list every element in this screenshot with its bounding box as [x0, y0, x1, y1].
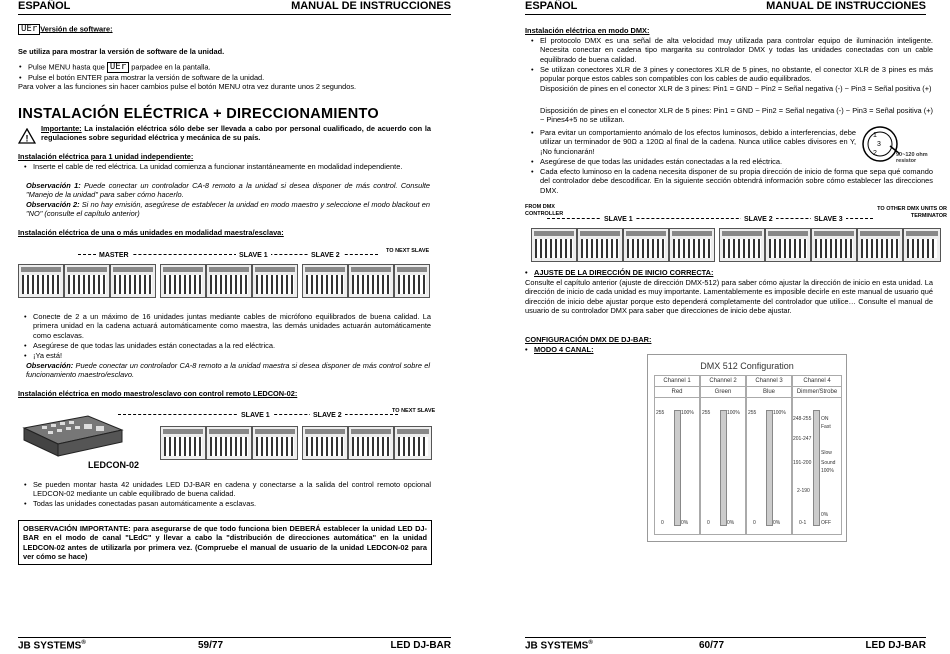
header-manual-title: MANUAL DE INSTRUCCIONES: [291, 0, 451, 12]
led-bar-unit: [110, 264, 156, 298]
lcd-display-icon: UEr: [107, 62, 129, 73]
dmx-bullet-5: • Cada efecto luminoso en la cadena necesita disponer de su propia dirección de inicio de forma que sepa qué comando del controlador debe descodificar. En la siguiente sección obtendrá información sobre cómo establecer las direcciones DMX.: [540, 167, 933, 195]
led-bar-unit: [765, 228, 811, 262]
xlr-terminator-diagram: [860, 124, 940, 168]
dmx-heading: Instalación eléctrica en modo DMX:: [525, 26, 650, 35]
footer-brand: JB SYSTEMS®: [18, 640, 86, 652]
led-bar-unit: [18, 264, 64, 298]
observation-2: Observación 2: Si no hay emisión, asegúrese de establecer la unidad en modo maestro y seleccione el modo blackout en "NO" (consulte el capítulo anterior): [26, 200, 430, 219]
fader-track: [674, 410, 681, 526]
channel-4-column: Channel 4 Dimmer/Strobe 248-255 ON Fast 201-247 Slow 191-200 Sound 100% 2-190 0% 0-1 OFF: [792, 375, 842, 535]
ledcon-diagram: [18, 406, 436, 474]
dmx-bullet-4: • Asegúrese de que todas las unidades están conectadas a la red eléctrica.: [540, 157, 782, 166]
channel-name: Channel 3: [747, 376, 791, 387]
led-bar-unit: [531, 228, 577, 262]
led-bar-unit: [623, 228, 669, 262]
channel-function: Red: [655, 387, 699, 398]
channel-name: Channel 1: [655, 376, 699, 387]
single-unit-bullet: • Inserte el cable de red eléctrica. La unidad comienza a funcionar instantáneamente en modalidad independiente.: [33, 162, 431, 171]
xlr3-pinout: Disposición de pines en el conector XLR de 3 pines: Pin1 = GND ~ Pin2 = Señal negativa (-) ~ Pin3 = Señal positiva (+): [540, 84, 932, 93]
software-step-1: • Pulse MENU hasta que UEr parpadee en la pantalla.: [28, 62, 211, 73]
fader-track: [720, 410, 727, 526]
master-slave-heading: Instalación eléctrica de una o más unidades en modalidad maestra/esclava:: [18, 228, 284, 237]
xlr-pin-label: 1: [873, 132, 877, 139]
ledcon-controller-icon: [18, 412, 128, 460]
ledcon-heading: Instalación eléctrica en modo maestro/esclavo con control remoto LEDCON-02:: [18, 389, 298, 398]
channel-name: Channel 4: [793, 376, 841, 387]
header-language: ESPAÑOL: [18, 0, 71, 12]
software-step-2: • Pulse el botón ENTER para mostrar la versión de software de la unidad.: [28, 73, 264, 82]
label-to-other-dmx-units: TO OTHER DMX UNITS OR TERMINATOR: [877, 206, 947, 219]
led-bar-unit: [206, 426, 252, 460]
xlr-connector-icon: [860, 124, 900, 164]
important-observation-box: OBSERVACIÓN IMPORTANTE: para asegurarse de que todo funciona bien DEBERÁ establecer la unidad LED DJ-BAR en el modo de canal "LEdC" y llevar a cabo la "distribución de direcciones automática" en la unidad LEDCON-02 antes de utilizarla por primera vez. (Compruebe el manual de usuario de la unidad LEDCON-02 para ver cómo se hace): [18, 520, 432, 565]
ledcon-bullet-1: • Se pueden montar hasta 42 unidades LED DJ-BAR en cadena y conectarse a la salida del control remoto opcional LEDCON-02 mediante un cable equilibrado de buena calidad.: [33, 480, 431, 499]
address-heading: • AJUSTE DE LA DIRECCIÓN DE INICIO CORRECTA:: [534, 268, 713, 277]
channel-name: Channel 2: [701, 376, 745, 387]
header-language: ESPAÑOL: [525, 0, 578, 12]
dmx-chain-diagram: [525, 204, 945, 266]
label-to-next-slave: TO NEXT SLAVE: [386, 248, 430, 254]
observation-1: Observación 1: Puede conectar un controlador CA-8 remoto a la unidad si desea disponer de más control. Consulte "Manejo de la unidad" para saber cómo hacerlo.: [26, 181, 430, 200]
led-bar-unit: [394, 426, 432, 460]
label-to-next-slave: TO NEXT SLAVE: [392, 408, 436, 414]
channel-function: Blue: [747, 387, 791, 398]
label-slave-1: SLAVE 1: [601, 216, 636, 223]
ledcon-bullet-2: • Todas las unidades conectadas pasan automáticamente a esclavas.: [33, 499, 256, 508]
led-bar-unit: [348, 426, 394, 460]
led-bar-unit: [348, 264, 394, 298]
xlr-pin-label: 2: [873, 150, 877, 157]
xlr5-pinout: Disposición de pines en el conector XLR de 5 pines: Pin1 = GND ~ Pin2 = Señal negativa (-) ~ Pin3 = Señal positiva (+) ~ Pines4+5 no se utilizan.: [540, 106, 933, 125]
label-slave-2: SLAVE 2: [741, 216, 776, 223]
mode-heading: • MODO 4 CANAL:: [534, 345, 594, 354]
software-step-3: Para volver a las funciones sin hacer cambios pulse el botón MENU otra vez durante unos 2 segundos.: [18, 82, 357, 91]
label-slave-2: SLAVE 2: [308, 252, 343, 259]
resistor-label: 90~120 ohm resistor: [896, 152, 928, 164]
dmx-config-panel: [647, 354, 847, 542]
fader-track: [813, 410, 820, 526]
footer-brand: JB SYSTEMS®: [525, 640, 593, 652]
led-bar-unit: [669, 228, 715, 262]
led-bar-unit: [252, 264, 298, 298]
label-slave-1: SLAVE 1: [236, 252, 271, 259]
label-slave-1: SLAVE 1: [238, 412, 273, 419]
led-bar-unit: [719, 228, 765, 262]
ledcon-label: LEDCON-02: [88, 460, 140, 470]
led-bar-unit: [206, 264, 252, 298]
ms-bullet-2: • Asegúrese de que todas las unidades están conectadas a la red eléctrica.: [33, 341, 275, 350]
channel-1-column: Channel 1 Red 255 100% 0 0%: [654, 375, 700, 535]
section-title: INSTALACIÓN ELÉCTRICA + DIRECCIONAMIENTO: [18, 106, 379, 122]
led-bar-unit: [64, 264, 110, 298]
channel-3-column: Channel 3 Blue 255 100% 0 0%: [746, 375, 792, 535]
address-text: Consulte el capítulo anterior (ajuste de dirección DMX-512) para saber cómo ajustar la dirección de inicio en esta unidad. La dirección de inicio de cada unidad es muy importante. Lamentablemente es imposible decirle en este manual de usuario qué dirección de inicio debe ajustar porque esto dependerá completamente del controlador que utilice… Consulte el manual de usuario de su controlador DMX para saber que direcciones de inicio debe ajustar.: [525, 278, 933, 315]
single-unit-heading: Instalación eléctrica para 1 unidad independiente:: [18, 152, 194, 161]
led-bar-unit: [160, 426, 206, 460]
software-version-heading: UEr Versión de software:: [18, 24, 113, 35]
footer-page-number: 60/77: [699, 640, 725, 651]
warning-icon: [18, 128, 36, 144]
right-footer: [525, 637, 926, 654]
ms-bullet-3: • ¡Ya está!: [33, 351, 62, 360]
led-bar-unit: [394, 264, 430, 298]
right-page: [475, 0, 950, 654]
footer-page-number: 59/77: [198, 640, 224, 651]
label-from-dmx-controller: FROM DMX CONTROLLER: [525, 204, 564, 217]
label-master: MASTER: [96, 252, 132, 259]
ms-bullet-1: • Conecte de 2 a un máximo de 16 unidades juntas mediante cables de micrófono equilibrados de buena calidad. La primera unidad en la cadena actuará automáticamente como maestra, las demás unidades actuarán automáticamente como esclavas.: [33, 312, 431, 340]
software-description: Se utiliza para mostrar la versión de software de la unidad.: [18, 47, 225, 56]
led-bar-unit: [302, 426, 348, 460]
ms-observation: Observación: Puede conectar un controlador CA-8 remoto a la unidad maestra si desea disponer de más control sobre el funcionamiento maestro/esclavo.: [26, 361, 430, 380]
led-bar-unit: [252, 426, 298, 460]
led-bar-unit: [160, 264, 206, 298]
right-header: [525, 0, 926, 15]
led-bar-unit: [903, 228, 941, 262]
label-slave-2: SLAVE 2: [310, 412, 345, 419]
header-manual-title: MANUAL DE INSTRUCCIONES: [766, 0, 926, 12]
led-bar-unit: [577, 228, 623, 262]
svg-text:!: !: [25, 133, 29, 144]
xlr-pin-label: 3: [877, 141, 881, 148]
important-note: Importante: La instalación eléctrica sólo debe ser llevada a cabo por personal cualificado, de acuerdo con la regulaciones sobre seguridad eléctrica y mecánica de su país.: [41, 124, 431, 143]
channel-function: Dimmer/Strobe: [793, 387, 841, 398]
led-bar-unit: [302, 264, 348, 298]
dmx-config-title: DMX 512 Configuration: [700, 361, 794, 371]
footer-product: LED DJ-BAR: [390, 640, 451, 651]
led-bar-unit: [857, 228, 903, 262]
left-footer: [18, 637, 451, 654]
dmx-bullet-3: • Para evitar un comportamiento anómalo de los efectos luminosos, debido a interferencias, debe utilizar un terminador de 90Ω a 120Ω al final de la cadena. Nunca utilice cables divisores en Y, ¡No funcionarán!: [540, 128, 856, 156]
channel-function: Green: [701, 387, 745, 398]
dmx-bullet-1: • El protocolo DMX es una señal de alta velocidad muy utilizada para controlar equipo de iluminación inteligente. Necesita conectar en cadena tipo margarita su controlador DMX y todas las unidades conectadas con un cable equilibrado de buena calidad.: [540, 36, 933, 64]
left-header: [18, 0, 451, 15]
led-bar-unit: [811, 228, 857, 262]
dmx-bullet-2: • Se utilizan conectores XLR de 3 pines y conectores XLR de 5 pines, no obstante, el conector XLR de 3 pines es más popular porque estos cables son compatibles con los cables de audio equilibrados.: [540, 65, 933, 84]
fader-track: [766, 410, 773, 526]
label-slave-3: SLAVE 3: [811, 216, 846, 223]
master-slave-diagram: [18, 246, 430, 306]
lcd-display-icon: UEr: [18, 24, 40, 35]
channel-2-column: Channel 2 Green 255 100% 0 0%: [700, 375, 746, 535]
config-heading: CONFIGURACIÓN DMX DE DJ-BAR:: [525, 335, 652, 344]
footer-product: LED DJ-BAR: [865, 640, 926, 651]
